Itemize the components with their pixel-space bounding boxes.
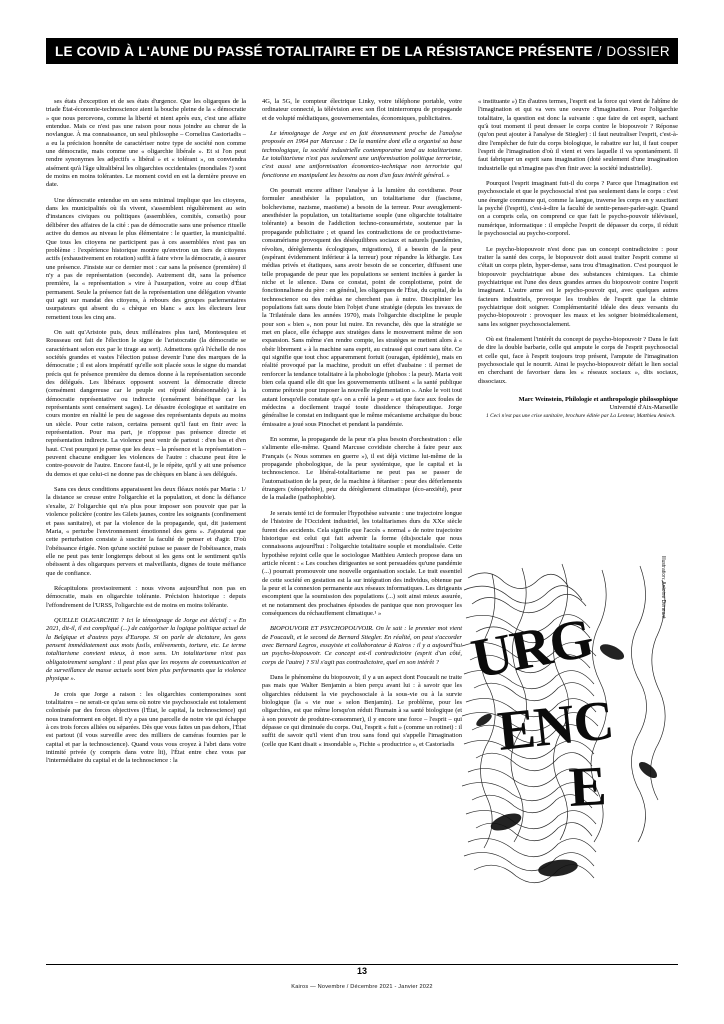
paragraph: ses états d'exception et de ses états d'urgence. Que les oligarques de la triade État-économie-technoscience aient la bouche pleine de la « démocratie » que nous percevons, comme la liberté et nient après eux, c'est une affaire entendue. Mais ce n'est pas une raison pour nous joindre au chœur de la novlangue. À ma connaissance, un seul philosophe – Cornelius Castoriadis – a eu la précision honnête de caractériser notre type de société non comme une démocratie, mais comme une « oligarchie libérale ». Et si l'on peut rendre synonymes les adjectifs « libéral » et « tolérant », on conviendra aisément qu'à l'âge ultralibéral les oligarchies occidentales (mondiales ?) sont de moins en moins tolérantes. Le moment covid en est la dernière preuve en date.: [46, 98, 246, 189]
paragraph: Une démocratie entendue en un sens minimal implique que les citoyens, dans les municipalités où ils vivent, s'assemblent régulièrement au sein d'instances civiques ou politiques (assemblées, comités, conseils) pour délibérer des affaires de la cité : pas de démocratie sans une présence rituelle active du demos au niveau le plus élémentaire : le quartier, la municipalité. Que tous les citoyens ne participent pas à ces assemblées n'est pas un problème : l'expérience historique montre qu'environ un tiers de citoyens actifs (exhaustivement en rotation) suffit à faire vivre la démocratie, à assurer une présence. J'insiste sur ce dernier mot : car sans la présence (première) il n'y a pas de représentation (seconde). Autrement dit, sans la présence première, la « représentation » vire à l'usurpation, voire au coup d'État permanent. Seule la présence fait de la représentation une délégation vivante qui agit sur mandat des citoyens, à rebours des groupes parlementaires usurpateurs qui absent du « chèque en blanc » aux les électeurs leur remettent tous les cinq ans.: [46, 196, 246, 321]
paragraph: Pourquoi l'esprit imaginant fuit-il du corps ? Parce que l'imagination est psychosociale et que le psychosocial n'est pas seulement dans le corps : c'est une énergie commune qui, comme la langue, traverse les corps en y suscitant la psyché (l'esprit), c'est-à-dire la faculté de sentir-penser-parler-agir. Quand on a compris cela, on comprend ce que fait le psycho-pouvoir télévisuel, numérique, informatique : il empêche l'esprit de dépasser du corps, il réduit le psychosocial au psycho-corporel.: [478, 180, 678, 238]
illustration-credit: Illustration: Antoine Deneant: [660, 556, 666, 619]
paragraph: « instituante ») En d'autres termes, l'esprit est la force qui vient de l'abîme de l'imagination et qui va vers une oeuvre d'imagination. Pour l'oligarchie totalitaire, la question est donc la suivante : que faire de cet esprit, sachant qu'à tout moment il peut dresser le corps contre le biopouvoir ? Réponse (qu'on peut ajouter à l'analyse de Stiegler) : il faut neutraliser l'esprit, c'est-à-dire l'empêcher de fuir du corps biologique, le rabattre sur lui, il faut couper l'esprit de l'imagination d'où il vient et vers laquelle il va spontanément. Il faut fabriquer un esprit sans imagination (doté seulement d'une imagination industrielle qui n'imagine pas d'en finir avec la société industrielle).: [478, 98, 678, 172]
illustration-urgence: [462, 560, 678, 890]
masthead-inner: [55, 38, 670, 64]
paragraph-quelle-oligarchie: QUELLE OLIGARCHIE ? Ici le témoignage de Jorge est décisif : « En 2021, dit-il, il est compliqué (...) de catégoriser la logique politique actuel de la Belgique et d'autres pays d'Europe. Si on parle de dictature, les gens pensent immédiatement aux mots fusils, enlèvements, torture, etc. Le terme totalitarisme convient mieux, à mon sens. Un totalitarisme n'est pas obligatoirement sanglant : il peut plus que les moyens de communication et de surveillance de masse actuels sont bien plus performants que la violence physique ».: [46, 616, 246, 683]
dossier-title: LE COVID À L'AUNE DU PASSÉ TOTALITAIRE ET DE LA RÉSISTANCE PRÉSENTE: [55, 43, 593, 59]
paragraph-marcuse-quote: Le témoignage de Jorge est en fait étonnamment proche de l'analyse proposée en 1964 par Marcuse : De la manière dont elle a organisé sa base technologique, la société industrielle contemporaine tend au totalitarisme. Le totalitarisme n'est pas seulement une uniformisation politique terroriste, c'est aussi une uniformisation économico-technique non terroriste qui fonctionne en manipulant les besoins au nom d'un faux intérêt général. »: [262, 130, 462, 179]
paragraph: Récapitulons provisoirement : nous vivons aujourd'hui non pas en démocratie, mais en oligarchie tolérante. Précision historique : depuis l'effondrement de l'URSS, l'oligarchie est de moins en moins tolérante.: [46, 584, 246, 609]
paragraph: Je crois que Jorge a raison : les oligarchies contemporaines sont totalitaires – ne serait-ce qu'au sens où notre vie psychosociale est totalement colonisée par des forces objectives (l'État, le capital, la technoscience) qui nous transforment en objet. Il n'y a pas une parcelle de notre vie qui échappe à ces trois forces alliées ou séparées. Dès que vous faites un pas dehors, l'État est partout (il vous surveille avec des milliers de caméras fournies par le capital et par la technoscience). Quand vous vous croyez à l'abri dans votre intimité privée (y compris dans votre lit), l'État entre chez vous par l'intermédiaire du capital et de la technoscience : la: [46, 690, 246, 765]
author-signature: [478, 396, 678, 413]
footer-divider: [46, 964, 678, 965]
section-label: DOSSIER: [606, 43, 670, 59]
column-1: [46, 98, 246, 956]
svg-text:URG: URG: [466, 606, 598, 691]
paragraph: Je serais tenté ici de formuler l'hypothèse suivante : une trajectoire longue de l'histoire de l'Occident industriel, les totalitarismes durs du XXe siècle furent des accidents. Cela signifie que l'accès « normal » de notre trajectoire historique est celui qui fait advenir la forme (dis)sociale que nous connaissons aujourd'hui : l'oligarchie totalitaire souple et mondialisée. Cette hypothèse rejoint celle que le sociologue Matthieu Amiech propose dans un article récent : « Les couches dirigeantes se sont persuadées qu'une pandémie (...) pourrait promouvoir une nouvelle organisation sociale. Le trait essentiel de cette société en gestation est la sur intégration des individus, obtenue par la peur et la connexion permanente aux réseaux informatiques. Les dirigeants escomptent que la soumission des populations (...) soit ainsi mieux assurée, et ne notamment des prochaines épisodes de panique que non provoquer les conséquences du réchauffement climatique.¹ »: [262, 509, 462, 617]
footnote-1: 1 Ceci n'est pas une crise sanitaire, brochure éditée par La Lenteur, Matthieu Amiech.: [486, 412, 676, 419]
paragraph-biopouvoir: BIOPOUVOIR ET PSYCHOPOUVOIR. On le sait : le premier mot vient de Foucault, et le second de Bernard Stiegler. En réalité, on peut s'accorder avec Bernard Legros, essayiste et collaborateur à Kairos : il y a aujourd'hui un psycho-biopouvoir. Ce concept est-il contradictoire (esprit d'un côté, corps de l'autre) ? S'il s'agit pas contradictoire, quel en son intérêt ?: [262, 625, 462, 666]
author-affiliation: Université d'Aix-Marseille: [609, 404, 678, 412]
svg-text:ENC: ENC: [494, 689, 616, 763]
paragraph: Le psycho-biopouvoir n'est donc pas un concept contradictoire : pour traiter la santé des corps, le biopouvoir doit aussi traiter l'esprit comme si c'était un corps plein, hyper-dense, sans trou d'imagination. C'est pourquoi le biopouvoir psychiatrique abuse des substances chimiques. La chimie psychiatrique est l'une des deux grandes armes du biopouvoir contre l'esprit imaginant. L'autre arme est le psycho-pouvoir qui, avec quelques autres facteurs industriels, provoque les troubles de l'esprit que la chimie psychiatrique doit soigner. Complémentarité idéale des deux versants du psycho-biopouvoir : provoquer les maux et les soigner bioimédicalement, sans les soigner psychosocialement.: [478, 245, 678, 328]
page-number: 13: [356, 966, 367, 976]
paragraph: Sans ces deux conditions apparaissent les deux fléaux notés par Maria : 1/ la distance se creuse entre l'oligarchie et la population, et donc la défiance s'exalte, 2/ l'oligarchie qui n'a plus pour imposer son pouvoir que par la violence policière (contre les Gilets jaunes, contre les soignants (confinement et pass sanitaire), et par la violence de la propagande, qui, dit justement Maria, « perturbe l'environnement émotionnel des gens ». J'ajouterai que cette perturbation consiste à susciter la faculté de penser et d'agir. D'où l'obéissance érigée. Non qu'une société puisse se passer de l'obéissance, mais elle ne peut pas tenir longtemps debout si les gens ont le sentiment qu'ils obéissent à des oligarques pervers et malveillants, dignes de toute méfiance que de confiance.: [46, 486, 246, 577]
paragraph: En somme, la propagande de la peur n'a plus besoin d'orchestration : elle s'alimente elle-même. Quand Marcuse covidiste cherche à faire peur aux Français (« Nous sommes en guerre »), il est déjà victime lui-même de la propagande phobologique, de la peur systémique, que le capital et la technoscience. Le libéral-totalitarisme ne peut pas se passer de l'automatisation de la peur, de la machine à fétaniser : peur des déferlements étrangers (xénophobie), peur du dérèglement climatique (éco-anxiété), peur de la maladie (pathophobie).: [262, 436, 462, 502]
svg-text:E: E: [567, 755, 607, 819]
paragraph: Dans le phénomène du biopouvoir, il y a un aspect dont Foucault ne traite pas mais que Walter Benjamin a bien perçu avant lui : à savoir que les oligarchies réduisent la vie psychosociale à la sous-vie ou à la survie biologique (la « vie nue » selon Benjamin). Le problème, pour les oligarchies, est que même lorsqu'on réduit l'humain à sa santé biologique (et à son pouvoir de produire-consommer), il y encore une force – l'esprit – qui dépasse ce qui diminuée du corps. Oui, l'esprit « fuit » (comme un rotinet) : il suffit de savoir qu'il vient d'un trou sans fond qui s'appelle l'imagination (celle que Kant disait « insondable », Fichte « productrice », et Castoriadis: [262, 674, 462, 748]
paragraph: Où est finalement l'intérêt du concept de psycho-biopouvoir ? Dans le fait de dire la double barbarie, celle qui ampute le corps de l'esprit psychosocial et celle qui, face à l'esprit toujours trop présent, l'ampute de l'imagination psychosociale qui le nourrit. Ainsi le psycho-biopouvoir défait le lien social en cherchant de favoriser dans les « réseaux sociaux », dits sociaux, dissociaux.: [478, 335, 678, 385]
paragraph: 4G, la 5G, le compteur électrique Linky, votre téléphone portable, votre ordinateur connecté, la télévision avec son flot ininterrompu de propagande et de volupté médiatiques, gouvernementales, économiques, publicitaires.: [262, 98, 462, 122]
author-name: Marc Weinstein, Philologie et anthropologie philosophique: [518, 396, 678, 403]
masthead-separator: /: [597, 43, 602, 59]
paragraph: On sait qu'Aristote puis, deux millénaires plus tard, Montesquieu et Rousseau ont fait de l'élection le signe de l'aristocratie (la démocratie se caractérisant selon eux par le tirage au sort). Admettons qu'à l'échelle de nos sociétés grandes et vastes l'élection puisse devenir l'une des marques de la démocratie ; il est alors impératif qu'elle soit placée sous le signe du mandat précis qui fe présence première du demos donne à la représentation seconde des délégués. Les libéraux opposent souvent la démocratie directe (censément dangereuse car le peuple est réputé déraisonnable) à la démocratie représentative ou indirecte (censément bénéfique car les représentants sont censément sages). Le désastre écologique et sanitaire en cours montre en réalité le peu de sagesse des représentants depuis au moins un siècle. Pour cette raison, certains pensent qu'il faut en finir avec la représentation. Pour ma part, je n'oppose pas présence directe et représentation indirecte. La violence peut venir de partout : d'en bas et d'en haut. C'est pourquoi je pense que les deux – la présence et la représentation – peuvent chacune endiguer les violences de l'autre : chacune peut être le contre-pouvoir de l'autre. Encore faut-il, je le répète, qu'il y ait une présence du demos et que celui-ci ne donne pas de chèques en blanc à ses délégués.: [46, 328, 246, 478]
issue-line: Kairos — Novembre / Décembre 2021 - Janvier 2022: [291, 984, 433, 990]
masthead-banner: [46, 38, 678, 64]
column-2: [262, 98, 462, 956]
paragraph: On pourrait encore affiner l'analyse à la lumière du covidisme. Pour formuler anesthésier la population, un totalitarisme dur (fascisme, bolchevisme, nazisme, maoïsme) a besoin de la terreur. Pour aveuglement-anesthésier la population, un totalitarisme souple (une oligarchie totalitaire tolérante) a besoin de l'addiction techno-consumériste, soutenue par la propagande publicitaire ; et quand les contradictions de ce productivisme-consumérisme provoquent des déséquilibres sociaux et naturels (pandémies, révoltes, dérèglements écologiques, migrations), il a besoin de la peur (espérant évidemment inférieur à la terreur) pour répandre la léthargie. Les médias privés et étatiques, sans avoir besoin de se concerter, diffusent une telle propagande de peur que les populations se sentent incitées à garder la niche et le silence. Dans ce constat, point de complotisme, point de fonctionnalisme du père : en général, les oligarques de l'État, du capital, de la technoscience ou des médias ne cherchent pas à nuire. Disciplinier les populations fait sans doute bien l'objet d'une stratégie (depuis les travaux de la Trilatérale dans les années 1970), mais l'oligarchie discipline le peuple pour son « bien », non pour lui nuire. En revanche, dès que la stratégie se met en place, elle échappe aux stratèges dans le mouvement même de son expansion. Sans même s'en rendre compte, les stratèges se mettent alors à « obéir librement » à la machine sans esprit, au cuirassé qui court sans tête. Ce qui signifie que tout choc apparemment fortuit (ouragan, épidémie), mais en réalité provoqué par la machine, produit un effet d'aubaine : il permet de renforcer la tendance totalitaire à la phobologie (phobos : la peur). Maria voit bien cela quand elle dit que les gouvernements utilisent « la santé publique comme prétexte pour imposer la nouvelle réglementation ». Anke le voit tout autant lorsqu'elle constate qu'« on a créé la peur » et que face aux foules de médecins a docilement traqué toute dissidence thérapeutique. Jorge généralise le constat en indiquant que le même mécanisme archaïque du bouc émissaire a joué sous Pinochet et pendant la pandémie.: [262, 187, 462, 428]
